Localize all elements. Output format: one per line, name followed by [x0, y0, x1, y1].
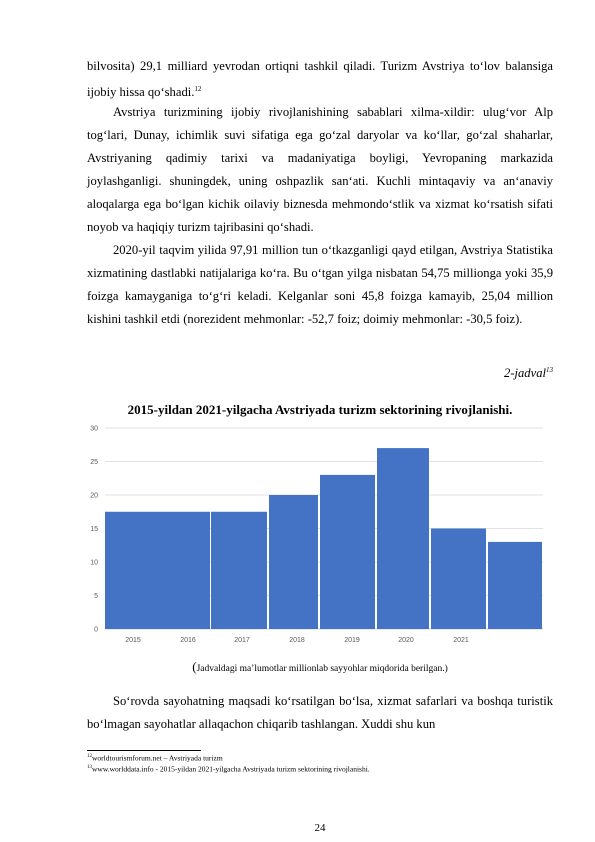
x-tick-label-2016: 2016	[180, 637, 196, 644]
x-tick-label-2017: 2017	[234, 637, 250, 644]
bar-2016	[211, 512, 267, 629]
y-tick-label: 25	[90, 459, 98, 466]
paragraph-2: Avstriya turizmining ijobiy rivojlanishining sabablari xilma-xildir: ulug‘vor Alp tog‘lari, Dunay, ichimlik suvi sifatiga ega go‘zal daryolar va ko‘llar, go‘zal shaharlar, Avstriyaning qadimiy tarixi va madaniyatiga boyligi, Yevropaning markazida joylashganligi. shuningdek, uning oshpazlik san‘ati. Kuchli mintaqaviy va an‘anaviy aloqalarga ega bo‘lgan kichik oilaviy biznesda mehmondo‘stlik va xizmat ko‘rsatish sifati noyob va haqiqiy turizm tajribasini qo‘shadi.	[87, 105, 553, 234]
paragraph-3: 2020-yil taqvim yilida 97,91 million tun o‘tkazganligi qayd etilgan, Avstriya Statistika xizmatining dastlabki natijalariga ko‘ra. Bu o‘tgan yilga nisbatan 54,75 millionga yoki 35,9 foizga kamayganiga to‘g‘ri keladi. Kelganlar soni 45,8 foizga kamayib, 25,04 million kishini tashkil etdi (norezident mehmonlar: -52,7 foiz; doimiy mehmonlar: -30,5 foiz).	[87, 243, 553, 326]
y-tick-label: 10	[90, 559, 98, 567]
bar-2018	[320, 475, 375, 629]
paragraph-1: bilvosita) 29,1 milliard yevrodan ortiqni tashkil qiladi. Turizm Avstriya to‘lov balansiga ijobiy hissa qo‘shadi.$^{12}$	[87, 59, 553, 100]
bar-2017	[269, 495, 318, 629]
x-tick-label-2018: 2018	[289, 637, 305, 644]
bar-chart	[80, 418, 555, 648]
bar-2015	[105, 512, 210, 629]
y-tick-label: 15	[90, 526, 98, 533]
x-tick-label-2015: 2015	[125, 637, 141, 644]
bar-2020	[431, 529, 486, 630]
footnote-12: $^{12}$worldtourismforum.net – Avstriyada turizm	[87, 753, 223, 763]
x-tick-label-2020: 2020	[398, 637, 414, 644]
footnote-13: $^{13}$www.worlddata.info - 2015-yildan 2021-yilgacha Avstriyada turizm sektorining rivojlanishi.	[87, 764, 370, 774]
y-tick-label: 5	[94, 593, 98, 600]
footnote-separator	[87, 750, 201, 751]
footnote-ref-12: 12	[194, 85, 202, 93]
chart-caption: (Jadvaldagi ma’lumotlar millionlab sayyohlar miqdorida berilgan.)	[192, 659, 448, 674]
bar-2019	[377, 448, 429, 629]
x-tick-label-2019: 2019	[344, 637, 360, 644]
y-tick-label: 30	[90, 425, 98, 433]
x-tick-label-2021: 2021	[453, 637, 469, 644]
table-reference: 2-jadval$^{13}$	[504, 366, 553, 381]
chart-title: 2015-yildan 2021-yilgacha Avstriyada turizm sektorining rivojlanishi.	[127, 402, 513, 417]
y-tick-label: 0	[94, 626, 98, 634]
y-tick-label: 20	[90, 492, 98, 500]
page-number: 24	[314, 822, 326, 834]
paragraph-4: So‘rovda sayohatning maqsadi ko‘rsatilgan bo‘lsa, xizmat safarlari va boshqa turistik bo‘lmagan sayohatlar allaqachon chiqarib tashlangan. Xuddi shu kun	[87, 694, 553, 731]
bar-2021	[488, 542, 542, 629]
